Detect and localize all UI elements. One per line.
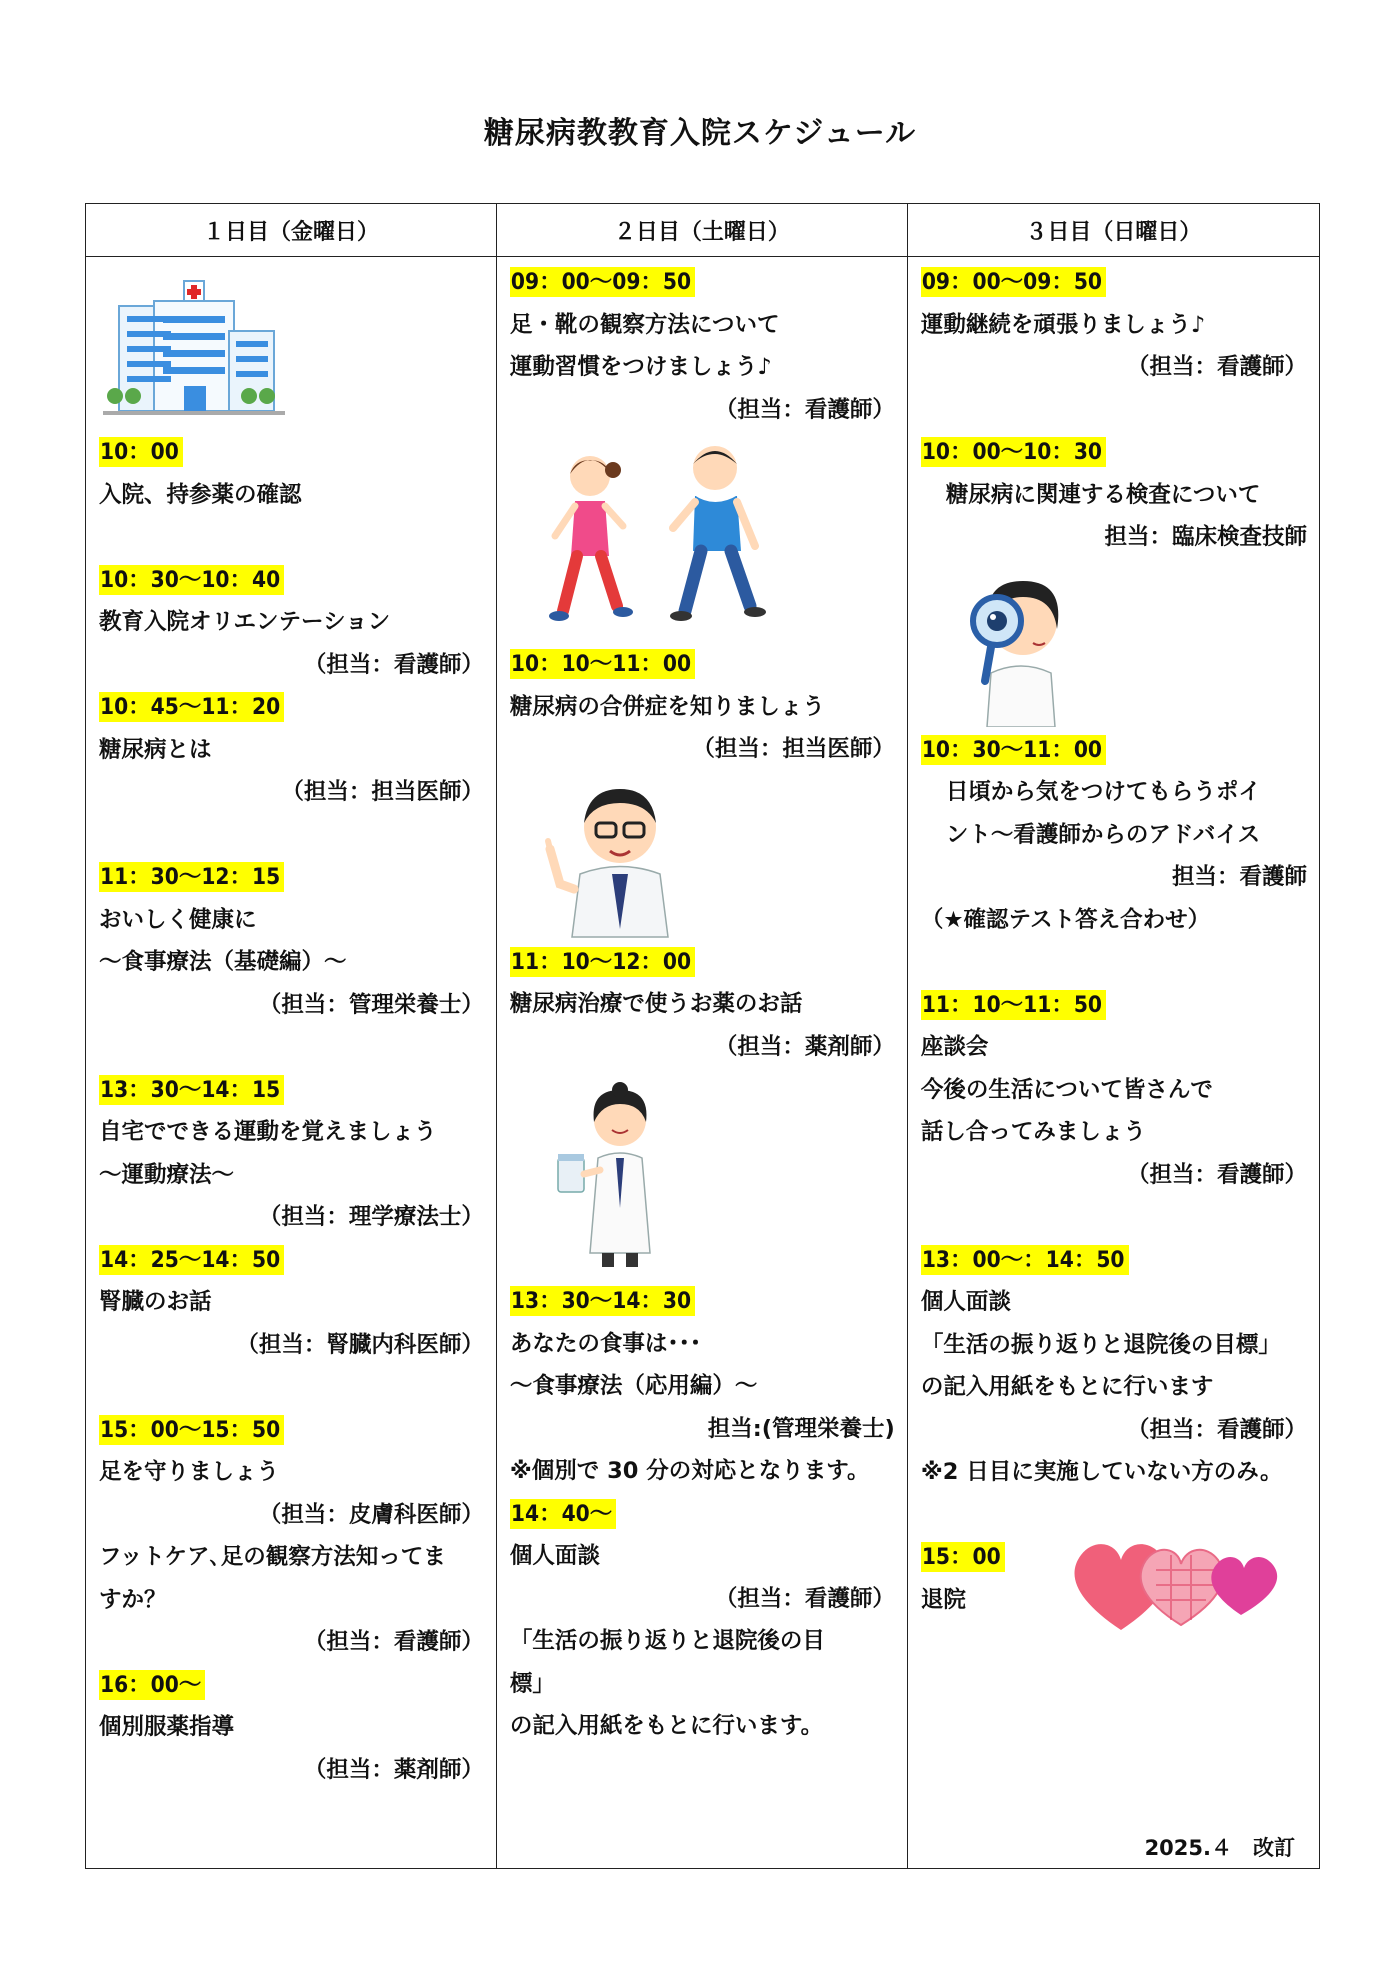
schedule-text: おいしく健康に <box>99 906 257 933</box>
header-row <box>86 204 1320 257</box>
schedule-text: ント〜看護師からのアドバイス <box>945 821 1261 848</box>
schedule-staff: （担当：看護師） <box>1126 354 1307 380</box>
schedule-text: 「生活の振り返りと退院後の目標」 <box>920 1331 1281 1358</box>
schedule-time: 11：10〜11：50 <box>921 984 1307 1027</box>
schedule-staff: （担当：腎臓内科医師） <box>236 1331 484 1358</box>
schedule-time: 11：30〜12：15 <box>99 856 484 899</box>
schedule-time: 11：10〜12：00 <box>510 941 895 984</box>
schedule-text: 個人面談 <box>509 1543 600 1569</box>
schedule-staff: （担当：管理栄養士） <box>258 991 484 1018</box>
magnifier-nurse-icon <box>921 559 1307 729</box>
schedule-text: 入院、持参薬の確認 <box>99 481 302 508</box>
schedule-text: 糖尿病に関連する検査について <box>945 481 1261 508</box>
schedule-text: ※2 日目に実施していない方のみ。 <box>920 1459 1283 1485</box>
schedule-time: 13：30〜14：15 <box>99 1069 484 1112</box>
schedule-time: 14：25〜14：50 <box>99 1239 484 1282</box>
schedule-staff: （担当：看護師） <box>1126 1161 1307 1188</box>
schedule-text: 糖尿病の合併症を知りましょう <box>509 693 825 720</box>
schedule-staff: （担当：薬剤師） <box>714 1033 895 1060</box>
schedule-time: 10：30〜11：00 <box>921 729 1307 772</box>
schedule-staff: （担当：看護師） <box>714 1585 895 1612</box>
schedule-text: 座談会 <box>920 1034 989 1060</box>
schedule-time: 10：30〜10：40 <box>99 559 484 602</box>
schedule-time: 16：00〜 <box>99 1664 484 1707</box>
schedule-text: 足を守りましょう <box>99 1459 280 1485</box>
schedule-time: 09：00〜09：50 <box>921 261 1307 304</box>
schedule-text: 足・靴の観察方法について <box>509 311 780 338</box>
schedule-time: 10：00〜10：30 <box>921 431 1307 474</box>
day3-column <box>907 257 1319 1869</box>
schedule-text: 標」 <box>509 1670 555 1697</box>
hearts-icon <box>1066 1530 1286 1644</box>
schedule-staff: 担当：看護師 <box>1171 864 1307 890</box>
schedule-staff: （担当：薬剤師） <box>303 1756 484 1783</box>
schedule-text: フットケア､足の観察方法知ってま <box>99 1544 446 1570</box>
schedule-staff: （担当：看護師） <box>1126 1416 1307 1443</box>
schedule-staff: （担当：看護師） <box>303 651 484 678</box>
schedule-time: 10：45〜11：20 <box>99 686 484 729</box>
page-title: 糖尿病教教育入院スケジュール <box>483 116 917 151</box>
schedule-text: 〜食事療法（基礎編）〜 <box>99 949 347 975</box>
schedule-text: 退院 <box>920 1586 966 1613</box>
schedule-text: （★確認テスト答え合わせ） <box>920 906 1211 933</box>
day3-header: ３日目（日曜日） <box>907 204 1319 257</box>
schedule-text: 運動習慣をつけましょう♪ <box>509 354 772 380</box>
schedule-table <box>85 203 1320 1869</box>
schedule-time: 09：00〜09：50 <box>510 261 895 304</box>
schedule-staff: 担当:(管理栄養士) <box>707 1415 895 1442</box>
schedule-text: 腎臓のお話 <box>99 1289 212 1315</box>
schedule-staff: （担当：皮膚科医師） <box>258 1501 484 1528</box>
day2-column <box>496 257 907 1869</box>
schedule-text: 〜食事療法（応用編）〜 <box>509 1373 758 1399</box>
doctor-icon <box>510 771 895 941</box>
schedule-time: 10：00 <box>99 431 484 474</box>
schedule-text: 話し合ってみましょう <box>920 1119 1146 1145</box>
schedule-time: 14：40〜 <box>510 1493 895 1536</box>
schedule-staff: （担当：看護師） <box>303 1629 484 1655</box>
day2-header: ２日目（土曜日） <box>496 204 907 257</box>
schedule-text: の記入用紙をもとに行います。 <box>509 1713 824 1739</box>
schedule-text: 〜運動療法〜 <box>99 1161 235 1188</box>
schedule-text: 糖尿病とは <box>99 736 212 763</box>
schedule-text: すか？ <box>99 1586 167 1613</box>
pharmacist-icon <box>510 1068 895 1280</box>
schedule-text: あなたの食事は･･･ <box>509 1330 702 1357</box>
body-row <box>86 257 1320 1869</box>
schedule-staff: （担当：担当医師） <box>281 779 484 805</box>
day1-header: １日目（金曜日） <box>86 204 497 257</box>
schedule-staff: （担当：理学療法士） <box>258 1204 484 1230</box>
schedule-text: 教育入院オリエンテーション <box>99 609 391 635</box>
schedule-text: 「生活の振り返りと退院後の目 <box>509 1628 825 1654</box>
schedule-staff: （担当：看護師） <box>714 396 895 423</box>
hospital-building-icon <box>99 261 484 431</box>
schedule-text: 個別服薬指導 <box>99 1714 235 1740</box>
schedule-time: 13：30〜14：30 <box>510 1280 895 1323</box>
schedule-time: 13：00〜：14：50 <box>921 1239 1307 1282</box>
schedule-text: 今後の生活について皆さんで <box>920 1076 1213 1103</box>
schedule-time: 15：00 <box>921 1536 1307 1579</box>
schedule-text: 日頃から気をつけてもらうポイ <box>945 779 1261 805</box>
schedule-text: 自宅でできる運動を覚えましょう <box>99 1119 437 1145</box>
schedule-staff: （担当：担当医師） <box>692 736 895 762</box>
walking-couple-icon <box>510 431 895 643</box>
schedule-time: 10：10〜11：00 <box>510 643 895 686</box>
schedule-text: 個人面談 <box>920 1289 1011 1315</box>
schedule-text: 運動継続を頑張りましょう♪ <box>920 311 1206 338</box>
schedule-text: ※個別で 30 分の対応となります。 <box>509 1458 870 1484</box>
schedule-text: の記入用紙をもとに行います <box>920 1374 1214 1400</box>
schedule-text: 糖尿病治療で使うお薬のお話 <box>509 991 803 1017</box>
revision-note: 2025.４ 改訂 <box>1144 1836 1295 1860</box>
day1-column <box>86 257 497 1869</box>
schedule-staff: 担当：臨床検査技師 <box>1104 524 1307 550</box>
schedule-time: 15：00〜15：50 <box>99 1409 484 1452</box>
